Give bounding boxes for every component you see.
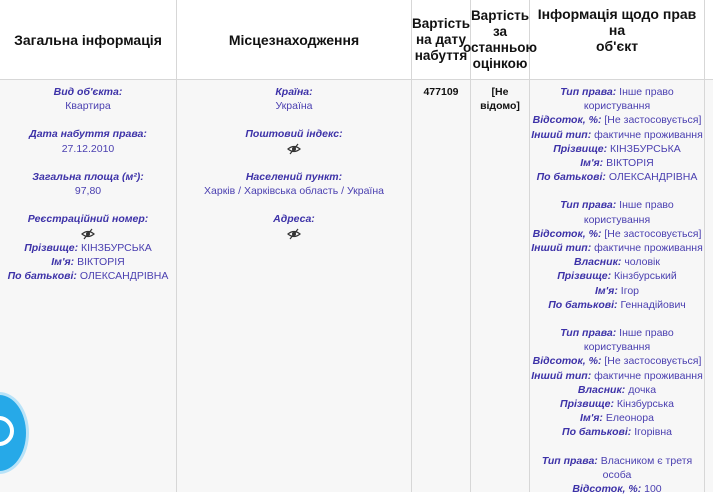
acquisition-date-value: 27.12.2010 <box>61 142 115 155</box>
cost-acquisition-value: 477109 <box>423 86 459 98</box>
cost-last-cell <box>471 85 529 113</box>
object-type-label: Вид об'єкта: <box>53 86 123 98</box>
hidden-data-icon <box>0 226 176 240</box>
header-general-info: Загальна інформація <box>14 32 162 48</box>
general-info-cell <box>0 85 176 283</box>
country-value: Україна <box>275 100 313 113</box>
surname-value: КІНЗБУРСЬКА <box>81 241 152 254</box>
country-label: Країна: <box>275 86 313 98</box>
address-label: Адреса: <box>273 213 315 226</box>
settlement-label: Населений пункт: <box>245 170 343 183</box>
header-location: Місцезнаходження <box>228 32 360 48</box>
total-area-label: Загальна площа (м²): <box>32 170 144 183</box>
right-entry: Тип права: Інше право користування Відсоток, %: [Не застосовується] Інший тип: фактичне проживання Власник: дочка Прізвище: Кінзбурська Ім'я: Елеонора По батькові: Ігорівна <box>531 327 703 439</box>
right-entry: Тип права: Інше право користування Відсоток, %: [Не застосовується] Інший тип: фактичне проживання Прізвище: КІНЗБУРСЬКА Ім'я: ВІКТОРІЯ По батькові: ОЛЕКСАНДРІВНА <box>531 86 703 184</box>
name-label: Ім'я: <box>51 255 75 268</box>
total-area-value: 97,80 <box>74 185 102 198</box>
object-type-value: Квартира <box>65 100 111 113</box>
header-rights-info: Інформація щодо прав на об'єкт <box>537 6 697 54</box>
header-cost-acquisition: Вартість на дату набуття <box>411 16 471 63</box>
location-cell <box>177 85 411 255</box>
surname-label: Прізвище: <box>24 241 79 254</box>
name-value: ВІКТОРІЯ <box>77 255 125 268</box>
registration-number-label: Реєстраційний номер: <box>27 213 149 226</box>
rights-cell <box>530 85 704 496</box>
patronymic-value: ОЛЕКСАНДРІВНА <box>79 270 169 283</box>
acquisition-date-label: Дата набуття права: <box>29 128 147 141</box>
settlement-value: Харків / Харківська область / Україна <box>204 185 384 198</box>
hidden-data-icon <box>177 142 411 156</box>
header-cost-last-valuation: Вартість за останньою оцінкою <box>462 8 538 71</box>
patronymic-label: По батькові: <box>7 270 77 283</box>
hidden-data-icon <box>177 226 411 240</box>
right-entry: Тип права: Інше право користування Відсоток, %: [Не застосовується] Інший тип: фактичне проживання Власник: чоловік Прізвище: Кінзбурський Ім'я: Ігор По батькові: Геннадійович <box>531 199 703 311</box>
column-divider <box>704 0 705 492</box>
cost-last-value: [Не відомо] <box>480 86 520 113</box>
right-entry: Тип права: Власником є третя особа Відсоток, %: 100 <box>541 454 693 496</box>
cost-acquisition-cell <box>412 85 470 99</box>
postal-code-label: Поштовий індекс: <box>245 128 343 141</box>
